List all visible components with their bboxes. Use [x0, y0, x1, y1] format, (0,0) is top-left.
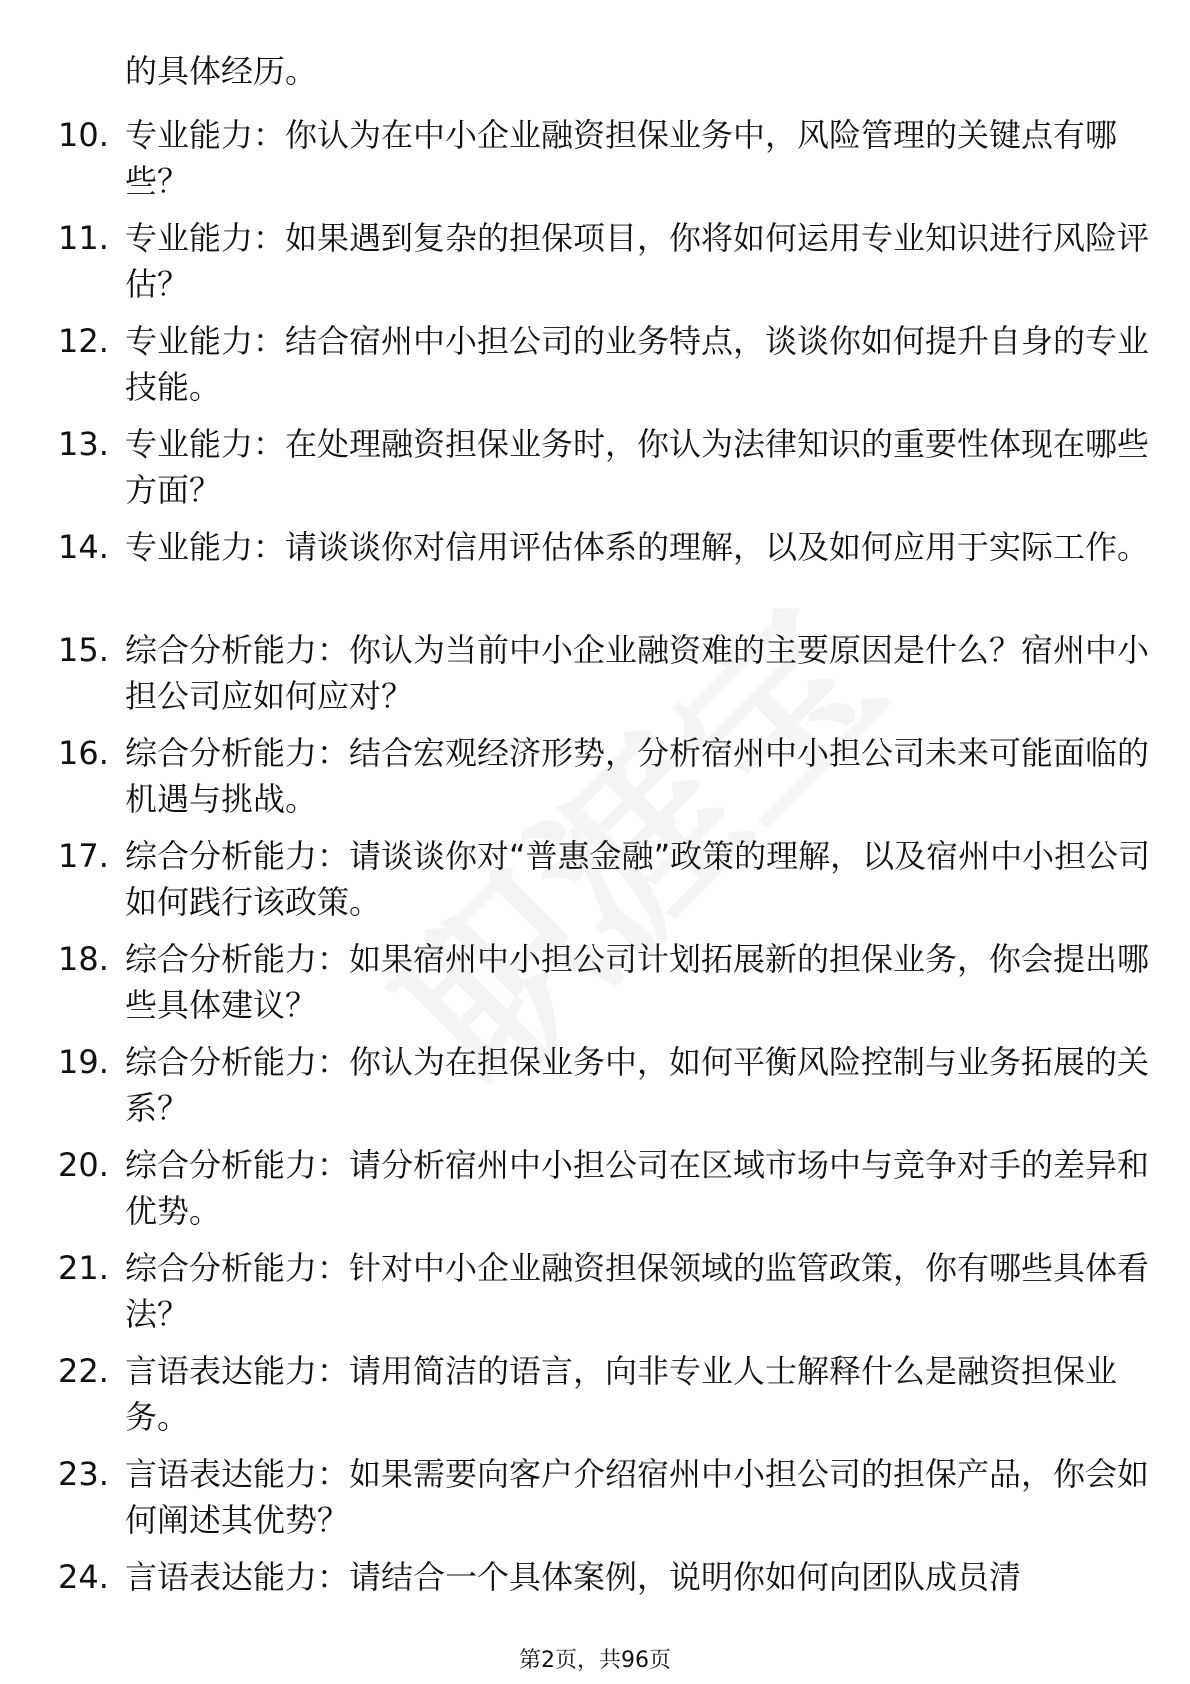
continued-text: 的具体经历。 — [125, 52, 318, 90]
question-text: 言语表达能力：请结合一个具体案例，说明你如何向团队成员清 — [125, 1558, 1022, 1596]
question-item — [58, 833, 1151, 936]
question-number: 14. — [58, 528, 109, 566]
question-item — [58, 1348, 1118, 1451]
question-text: 专业能力：你认为在中小企业融资担保业务中，风险管理的关键点有哪些？ — [125, 116, 1118, 200]
question-number: 22. — [58, 1352, 109, 1390]
question-item — [58, 627, 1150, 730]
question-number: 10. — [58, 116, 109, 154]
question-text: 综合分析能力：结合宏观经济形势，分析宿州中小担公司未来可能面临的机遇与挑战。 — [125, 734, 1150, 818]
question-number: 17. — [58, 837, 109, 875]
question-item — [58, 1245, 1150, 1348]
question-number: 13. — [58, 425, 109, 463]
question-number: 21. — [58, 1249, 109, 1287]
page-footer: 第2页，共96页 — [519, 1648, 671, 1673]
question-number: 24. — [58, 1558, 109, 1596]
question-item — [58, 421, 1150, 524]
question-number: 12. — [58, 322, 109, 360]
question-item — [58, 318, 1150, 421]
question-text: 综合分析能力：针对中小企业融资担保领域的监管政策，你有哪些具体看法？ — [125, 1249, 1150, 1333]
question-item — [58, 1142, 1150, 1245]
question-number: 11. — [58, 219, 109, 257]
question-number: 23. — [58, 1455, 109, 1493]
question-number: 15. — [58, 631, 109, 669]
question-number: 16. — [58, 734, 109, 772]
question-item — [58, 1554, 1098, 1657]
question-text: 综合分析能力：请分析宿州中小担公司在区域市场中与竞争对手的差异和优势。 — [125, 1146, 1150, 1230]
question-text: 综合分析能力：你认为当前中小企业融资难的主要原因是什么？宿州中小担公司应如何应对？ — [125, 631, 1150, 715]
question-text: 专业能力：如果遇到复杂的担保项目，你将如何运用专业知识进行风险评估？ — [125, 219, 1150, 303]
question-text: 专业能力：请谈谈你对信用评估体系的理解，以及如何应用于实际工作。 — [125, 528, 1150, 566]
question-item — [58, 1451, 1150, 1554]
question-text: 专业能力：结合宿州中小担公司的业务特点，谈谈你如何提升自身的专业技能。 — [125, 322, 1150, 406]
question-text: 言语表达能力：如果需要向客户介绍宿州中小担公司的担保产品，你会如何阐述其优势？ — [125, 1455, 1150, 1539]
question-text: 综合分析能力：请谈谈你对“普惠金融”政策的理解，以及宿州中小担公司如何践行该政策。 — [125, 837, 1151, 921]
question-number: 19. — [58, 1043, 109, 1081]
question-item — [58, 524, 1150, 627]
question-text: 专业能力：在处理融资担保业务时，你认为法律知识的重要性体现在哪些方面？ — [125, 425, 1150, 509]
question-list — [58, 112, 1151, 1657]
question-number: 20. — [58, 1146, 109, 1184]
question-item — [58, 112, 1118, 215]
question-item — [58, 730, 1150, 833]
question-text: 综合分析能力：如果宿州中小担公司计划拓展新的担保业务，你会提出哪些具体建议？ — [125, 940, 1150, 1024]
question-text: 言语表达能力：请用简洁的语言，向非专业人士解释什么是融资担保业务。 — [125, 1352, 1118, 1436]
question-item — [58, 215, 1150, 318]
question-item — [58, 1039, 1150, 1142]
question-number: 18. — [58, 940, 109, 978]
question-item — [58, 936, 1150, 1039]
question-text: 综合分析能力：你认为在担保业务中，如何平衡风险控制与业务拓展的关系？ — [125, 1043, 1150, 1127]
